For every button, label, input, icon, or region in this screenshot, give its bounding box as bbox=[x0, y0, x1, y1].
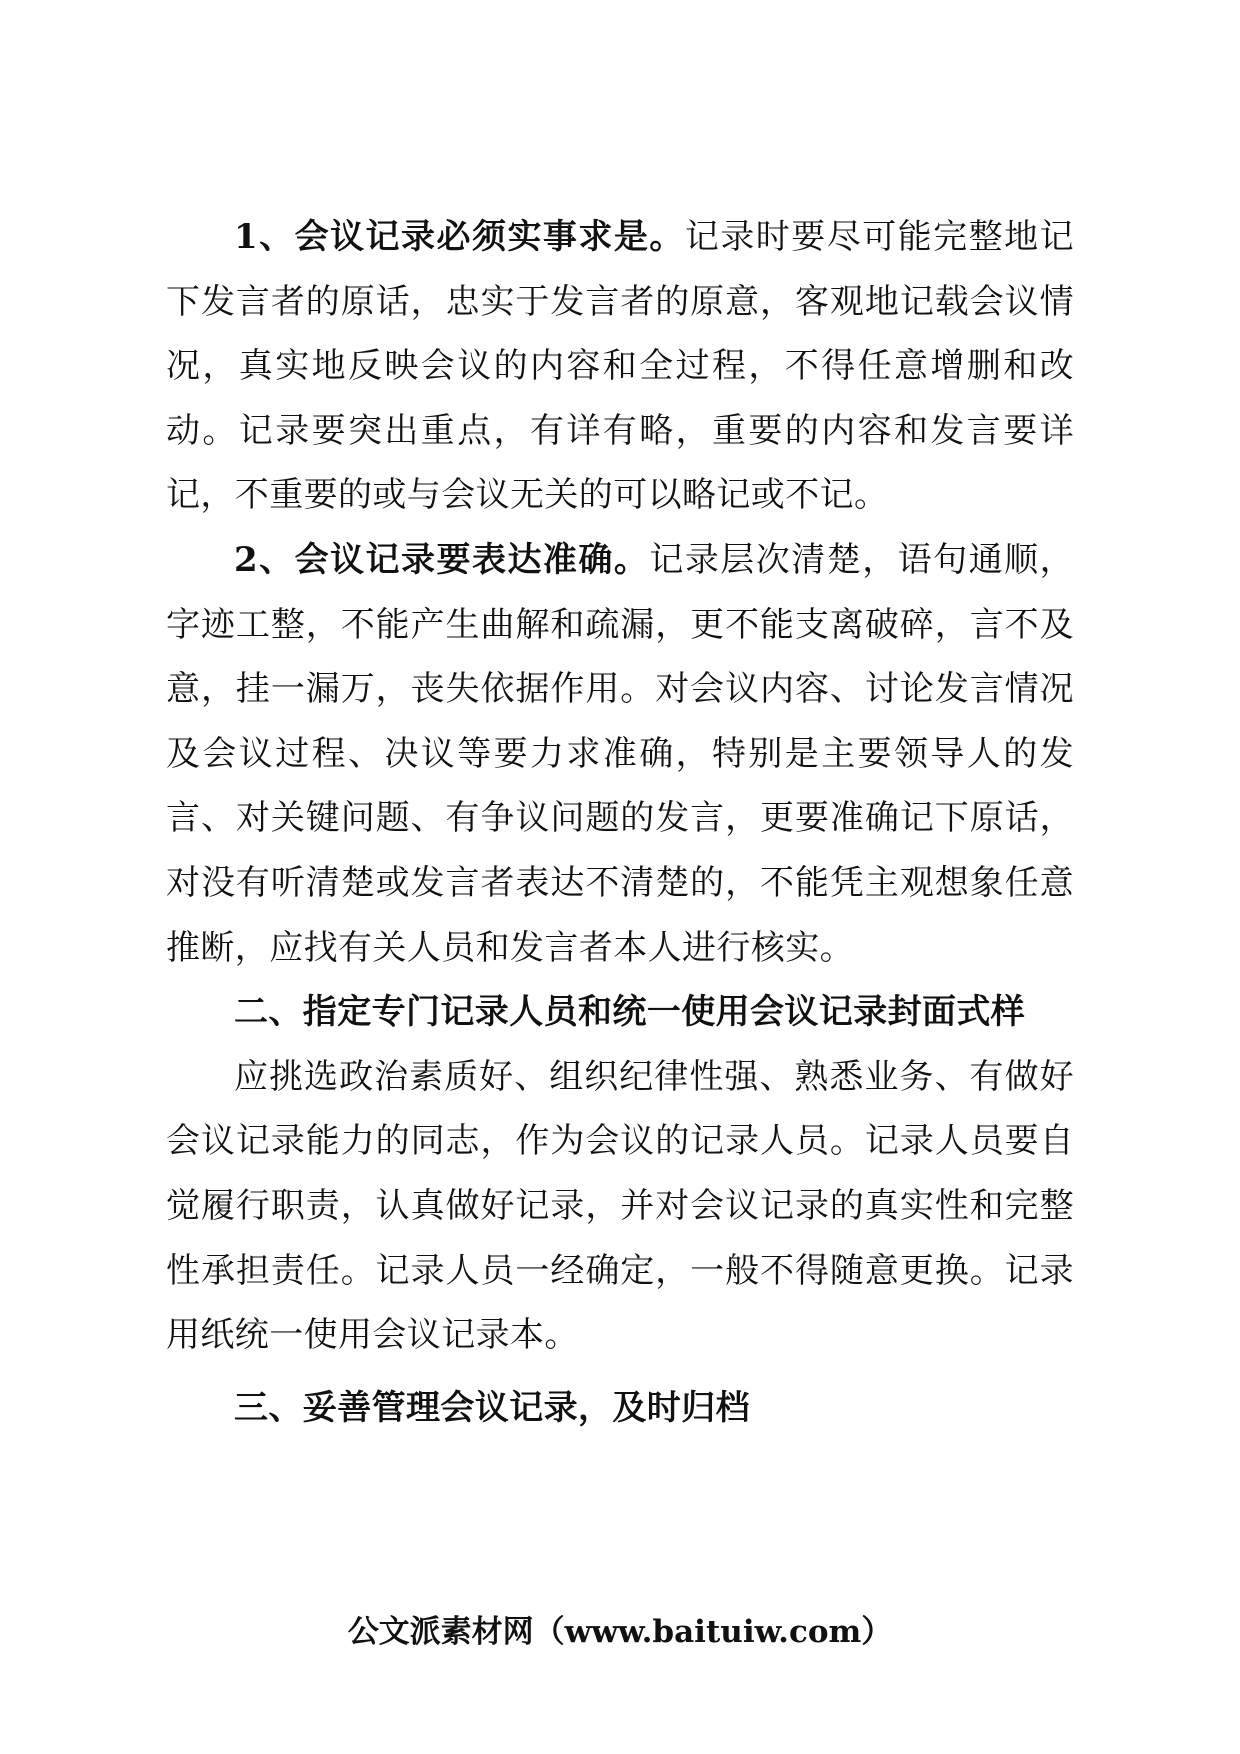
item-1-body: 记录时要尽可能完整地记下发言者的原话，忠实于发言者的原意，客观地记载会议情况，真实地反映会议的内容和全过程，不得任意增删和改动。记录要突出重点，有详有略，重要的内容和发言要详记，不重要的或与会议无关的可以略记或不记。 bbox=[166, 217, 1074, 516]
section-2-heading: 二、指定专门记录人员和统一使用会议记录封面式样 bbox=[234, 992, 1026, 1033]
item-2-paragraph bbox=[166, 528, 1074, 980]
item-2-number: 2、 bbox=[234, 539, 295, 580]
item-1-number: 1、 bbox=[234, 217, 295, 257]
document-body bbox=[166, 205, 1074, 1440]
item-2-body: 记录层次清楚，语句通顺，字迹工整，不能产生曲解和疏漏，更不能支离破碎，言不及意，挂一漏万，丧失依据作用。对会议内容、讨论发言情况及会议过程、决议等要力求准确，特别是主要领导人的发言、对关键问题、有争议问题的发言，更要准确记下原话，对没有听清楚或发言者表达不清楚的，不能凭主观想象任意推断，应找有关人员和发言者本人进行核实。 bbox=[166, 539, 1074, 968]
item-1-paragraph bbox=[166, 205, 1074, 528]
section-2-paragraph: 应挑选政治素质好、组织纪律性强、熟悉业务、有做好会议记录能力的同志，作为会议的记录人员。记录人员要自觉履行职责，认真做好记录，并对会议记录的真实性和完整性承担责任。记录人员一经确定，一般不得随意更换。记录用纸统一使用会议记录本。 bbox=[166, 1056, 1074, 1356]
item-1-lead: 会议记录必须实事求是。 bbox=[294, 217, 685, 257]
footer-source: 公文派素材网（www.baituiw.com） bbox=[347, 1614, 893, 1650]
section-3-heading: 三、妥善管理会议记录，及时归档 bbox=[234, 1387, 750, 1428]
item-2-lead: 会议记录要表达准确。 bbox=[294, 539, 650, 580]
